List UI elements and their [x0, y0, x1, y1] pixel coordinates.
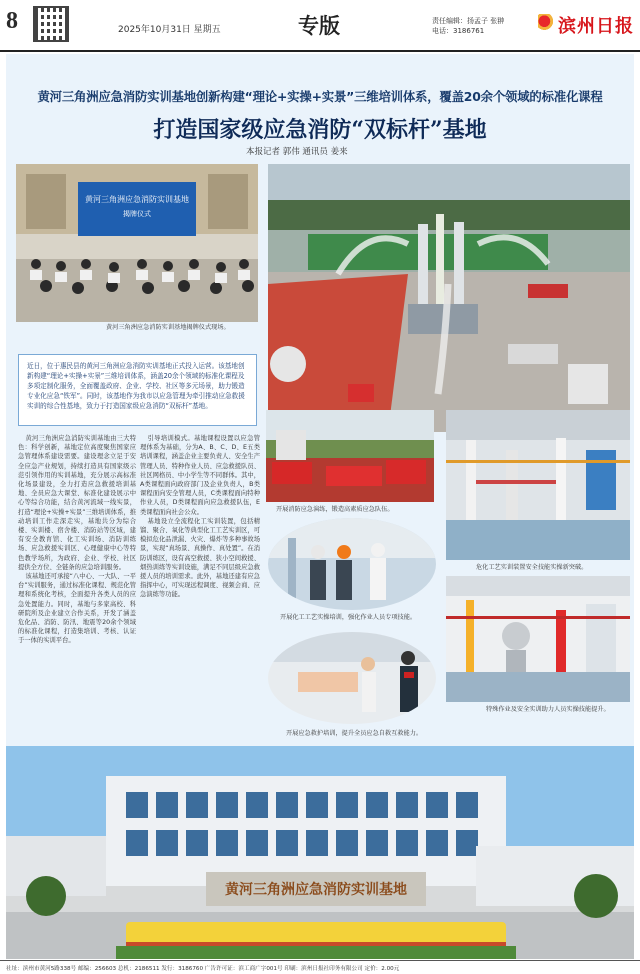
article-page [6, 54, 634, 959]
editor-info [432, 16, 504, 36]
banner-title: 黄河三角洲应急消防实训基地 [85, 195, 189, 204]
masthead-rule [0, 50, 640, 52]
article-headline: 打造国家级应急消防“双标杆”基地 [153, 117, 487, 143]
caption-workers: 开展化工工艺实操培训，强化作业人员专项技能。 [280, 614, 417, 621]
building-sign: 黄河三角洲应急消防实训基地 [225, 882, 407, 898]
first-aid-photo [268, 632, 436, 724]
aerial-drill-photo [268, 164, 630, 432]
section-title: 专版 [298, 13, 340, 38]
article-byline: 本报记者 郭伟 通讯员 姜来 [246, 147, 348, 157]
workers-photo [268, 518, 436, 610]
body-paragraph: 黄河三角洲应急消防实训基地由三大特色：科学创新，基地定位高度聚焦国家应急管理体系建设需要。建设理念立足于安全应急产业规划，持续打造具有国家级示范引领作用的实训基地，充分展示高标准化场景建设，全力打造应急救援培训基地、全员应急大课堂、标准化建设展示中心等综合功能，结合黄河流域一线实景，打造“理论+实操+实景”三维培训体系，推动培训工作走深走实，基地共分为综合楼、实训楼、宿舍楼、消防站等区域，建有安全教育馆、化工实训场、消防训练场、应急救援实训区、心理健康中心等特色教学场所，为政府、企业、学校、社区提供全方位、全链条的应急培训服务。 [18, 435, 136, 571]
chemical-lab-photo [446, 410, 630, 560]
paper-logo [538, 12, 634, 38]
special-ops-photo [446, 576, 630, 702]
caption-meeting: 黄河三角洲应急消防实训基地揭牌仪式现场。 [106, 324, 230, 331]
lead-paragraph: 近日，位于惠民县的黄河三角洲应急消防实训基地正式投入运营。该基地创新构建“理论+实操+实景”三维培训体系，涵盖20余个领域的标准化课程及多项定制化服务，全面覆盖政府、企业、学校、社区等多元场景，助力锻造专业化应急“铁军”。同时，该基地作为我市以应急管理为牵引推动应急救援实训的综合性基地，致力于打造国家级应急消防“双标杆”基地。 [18, 354, 257, 426]
caption-firetrucks: 开展消防应急演练，锻造高素质应急队伍。 [276, 506, 394, 513]
fire-trucks-photo [266, 410, 434, 502]
caption-first-aid: 开展应急救护培训，提升全员应急自救互救能力。 [286, 730, 423, 737]
building-photo [6, 746, 634, 959]
editor-line: 责任编辑：扬孟子 张翀 [432, 17, 505, 25]
body-paragraph: 该基地还可承接“八中心、一大队、一平台”实训服务，通过标准化课程、规范化管理和系统化考核，全面提升各类人员的应急处置能力。同时，基地与多家高校、科研院所及企业建立合作关系，开发了涵盖危化品、消防、防汛、地震等20余个领域的标准化课程，打造集培训、考核、认证于一体的实训平台。 [18, 573, 136, 645]
body-paragraph: 基地设立全流程化工实训装置，包括精馏、聚合、氧化等典型化工工艺实训区，可模拟危化品泄漏、火灾、爆炸等多种事故场景，实现“真场景、真操作、真处置”。在消防训练区，设有高空救援、狭小空间救援、烟热训练等实训设施，满足不同层级应急救援人员的培训需求。此外，基地还建有应急指挥中心，可实现远程调度、视频会商、应急演练等功能。 [140, 517, 260, 599]
caption-special-ops: 特殊作业及安全实训助力人员实操技能提升。 [486, 706, 610, 713]
footer: 社址：滨州市黄河5路338号 邮编：256603 总机：2186511 发行：3186760 广告许可证：滨工商广字001号 印刷：滨州日报社印务有限公司 定价：2.00元 [0, 960, 640, 974]
phone-line: 电话：3186761 [432, 27, 485, 35]
masthead [0, 0, 640, 50]
logo-emblem-icon [538, 14, 554, 32]
banner-subtitle: 揭牌仪式 [123, 210, 151, 218]
article-kicker: 黄河三角洲应急消防实训基地创新构建“理论+实操+实景”三维培训体系，覆盖20余个领域的标准化课程 [37, 89, 603, 104]
paper-name: 滨州日报 [558, 16, 634, 37]
caption-chem-lab: 危化工艺实训装置安全技能实操新突破。 [476, 564, 588, 571]
meeting-photo [16, 164, 258, 322]
qr-code-icon [33, 6, 69, 42]
issue-date: 2025年10月31日 星期五 [118, 25, 221, 35]
page-number: 8 [6, 8, 18, 34]
body-paragraph: 引导培训模式。基地课程设置以应急管理体系为基础，分为A、B、C、D、E五类培训课程，涵盖企业主要负责人、安全生产管理人员、特种作业人员、应急救援队员、社区网格员、中小学生等不同群体。其中，A类课程面向政府部门及企业负责人，B类课程面向安全管理人员，C类课程面向特种作业人员，D类课程面向应急救援队伍，E类课程面向社会公众。 [140, 435, 260, 516]
